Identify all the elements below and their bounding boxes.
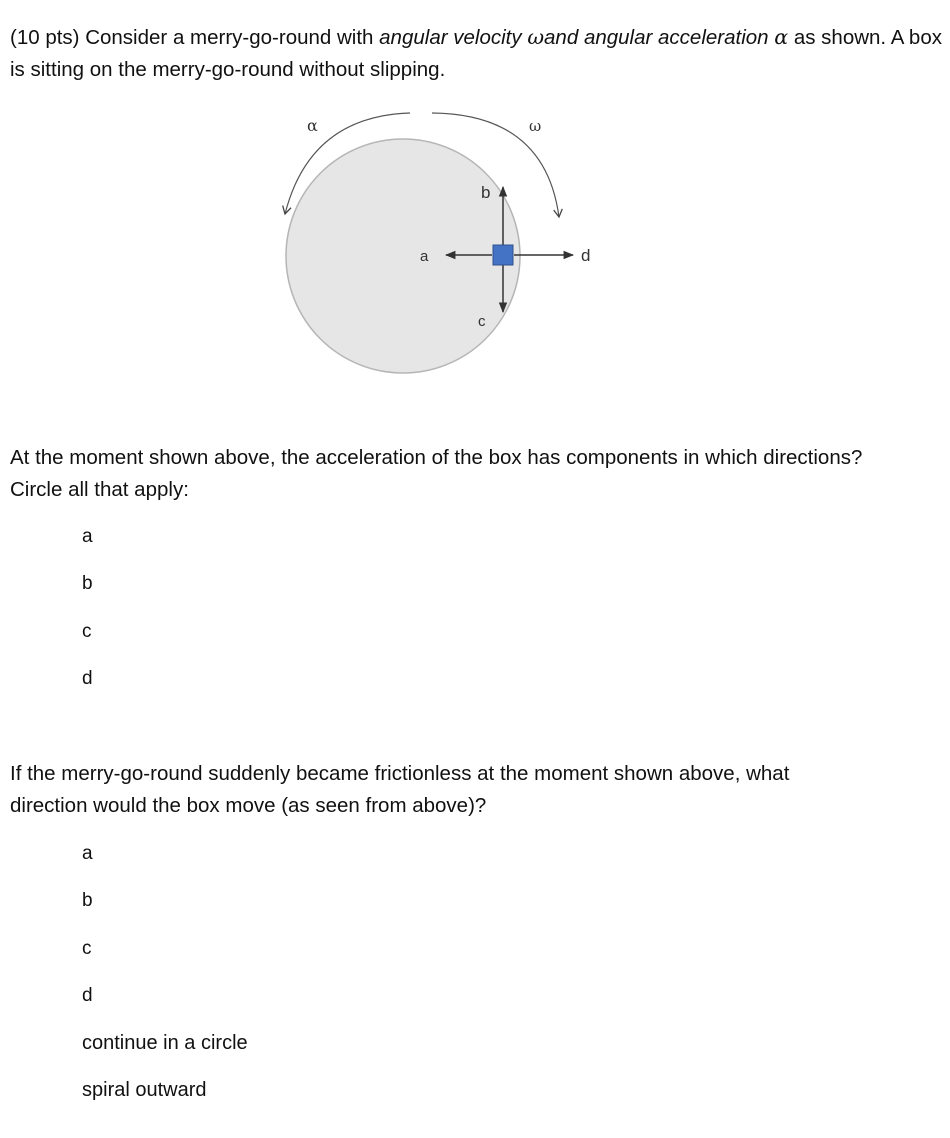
dir-label-b: b	[481, 183, 491, 202]
part1-prompt	[10, 442, 945, 506]
angular-acceleration-term: angular acceleration	[583, 26, 769, 49]
merry-go-round-disk	[286, 139, 520, 373]
dir-label-c: c	[478, 313, 486, 330]
part1-prompt-line2: Circle all that apply:	[10, 478, 189, 501]
part2-option-d[interactable]: d	[82, 985, 93, 1006]
part2-option-continue-circle[interactable]: continue in a circle	[82, 1032, 248, 1054]
intro-text-post: as shown. A box is sitting on the merry-go-round without slipping.	[10, 26, 942, 81]
part1-option-a[interactable]: a	[82, 526, 93, 547]
and-word: and	[544, 26, 579, 49]
part2-option-b[interactable]: b	[82, 890, 93, 911]
alpha-label: α	[307, 116, 318, 135]
part1-prompt-line1: At the moment shown above, the acceleration of the box has components in which directions?	[10, 446, 863, 469]
part2-prompt	[10, 758, 945, 822]
alpha-symbol: α	[774, 25, 789, 49]
points-label: (10 pts)	[10, 26, 80, 49]
omega-symbol: ω	[527, 25, 545, 49]
part1-option-c[interactable]: c	[82, 621, 92, 642]
part1-option-b[interactable]: b	[82, 573, 93, 594]
part2-option-spiral-outward[interactable]: spiral outward	[82, 1079, 207, 1101]
dir-label-a: a	[420, 248, 429, 265]
part2-option-c[interactable]: c	[82, 938, 92, 959]
question-intro	[10, 21, 945, 86]
box	[493, 245, 513, 265]
part2-option-a[interactable]: a	[82, 843, 93, 864]
angular-velocity-term: angular velocity	[379, 26, 522, 49]
intro-text-pre: Consider a merry-go-round with	[85, 26, 380, 49]
dir-label-d: d	[581, 246, 591, 265]
part2-prompt-line1: If the merry-go-round suddenly became frictionless at the moment shown above, what	[10, 762, 790, 785]
merry-go-round-figure	[270, 100, 610, 390]
part2-prompt-line2: direction would the box move (as seen from above)?	[10, 794, 487, 817]
part1-option-d[interactable]: d	[82, 668, 93, 689]
omega-label: ω	[529, 117, 542, 135]
